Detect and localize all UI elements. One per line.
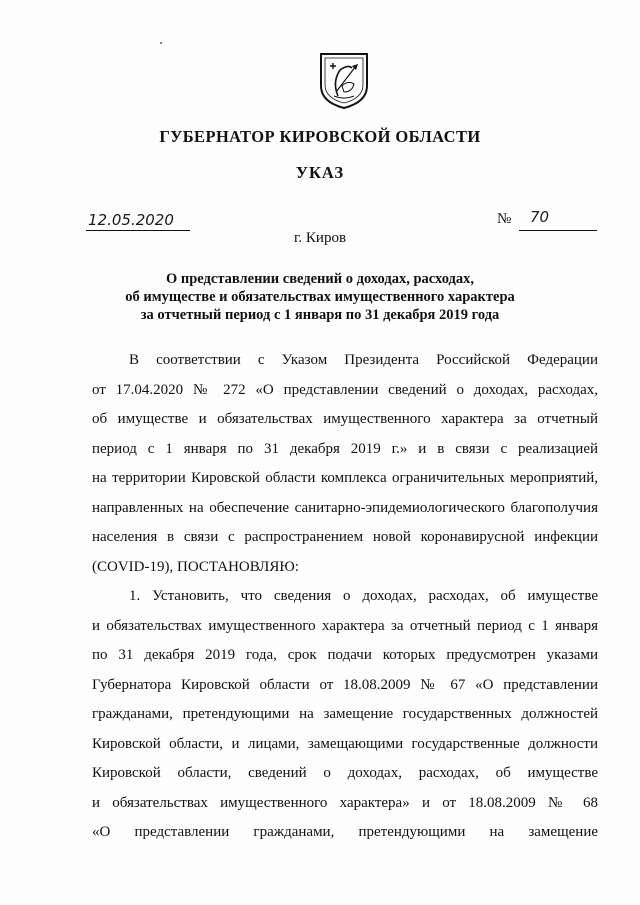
body-line: и обязательствах имущественного характера» и от 18.08.2009 № 68 [92, 794, 598, 811]
coat-of-arms-icon [318, 52, 370, 110]
body-line: гражданами, претендующими на замещение государственных должностей [92, 706, 598, 722]
body-line: 1. Установить, что сведения о доходах, расходах, об имуществе [129, 588, 598, 604]
authority-heading: ГУБЕРНАТОР КИРОВСКОЙ ОБЛАСТИ [159, 127, 481, 146]
body-line: от 17.04.2020 № 272 «О представлении сведений о доходах, расходах, [92, 381, 598, 398]
title-line: об имуществе и обязательствах имущественного характера [125, 289, 515, 305]
document-type: УКАЗ [295, 163, 345, 182]
body-line: населения в связи с распространением новой коронавирусной инфекции [92, 529, 598, 545]
city: г. Киров [293, 230, 347, 246]
body-line: Кировской области, сведений о доходах, расходах, об имуществе [92, 765, 598, 781]
body-line: период с 1 января по 31 декабря 2019 г.» и в связи с реализацией [92, 440, 598, 457]
body-line: Кировской области, и лицами, замещающими государственные должности [92, 735, 598, 752]
body-line: (COVID-19), ПОСТАНОВЛЯЮ: [92, 558, 299, 575]
body-line: на территории Кировской области комплекса ограничительных мероприятий, [92, 470, 598, 486]
body-line: по 31 декабря 2019 года, срок подачи которых предусмотрен указами [92, 647, 598, 663]
body-line: «О представлении гражданами, претендующими на замещение [92, 824, 598, 840]
document-body [92, 346, 598, 848]
document-number: 70 [530, 208, 550, 226]
body-line: и обязательствах имущественного характера за отчетный период с 1 января [92, 617, 598, 634]
body-line: направленных на обеспечение санитарно-эпидемиологического благополучия [92, 499, 598, 516]
body-line: Губернатора Кировской области от 18.08.2009 № 67 «О представлении [92, 676, 598, 693]
document-title [100, 270, 540, 324]
scan-speck [160, 42, 162, 44]
document-date: 12.05.2020 [88, 211, 174, 229]
title-line: О представлении сведений о доходах, расходах, [165, 271, 475, 287]
body-line: об имуществе и обязательствах имущественного характера за отчетный [92, 411, 598, 427]
number-label: № [497, 211, 512, 227]
body-line: В соответствии с Указом Президента Российской Федерации [129, 352, 598, 368]
title-line: за отчетный период с 1 января по 31 декабря 2019 года [140, 307, 500, 323]
